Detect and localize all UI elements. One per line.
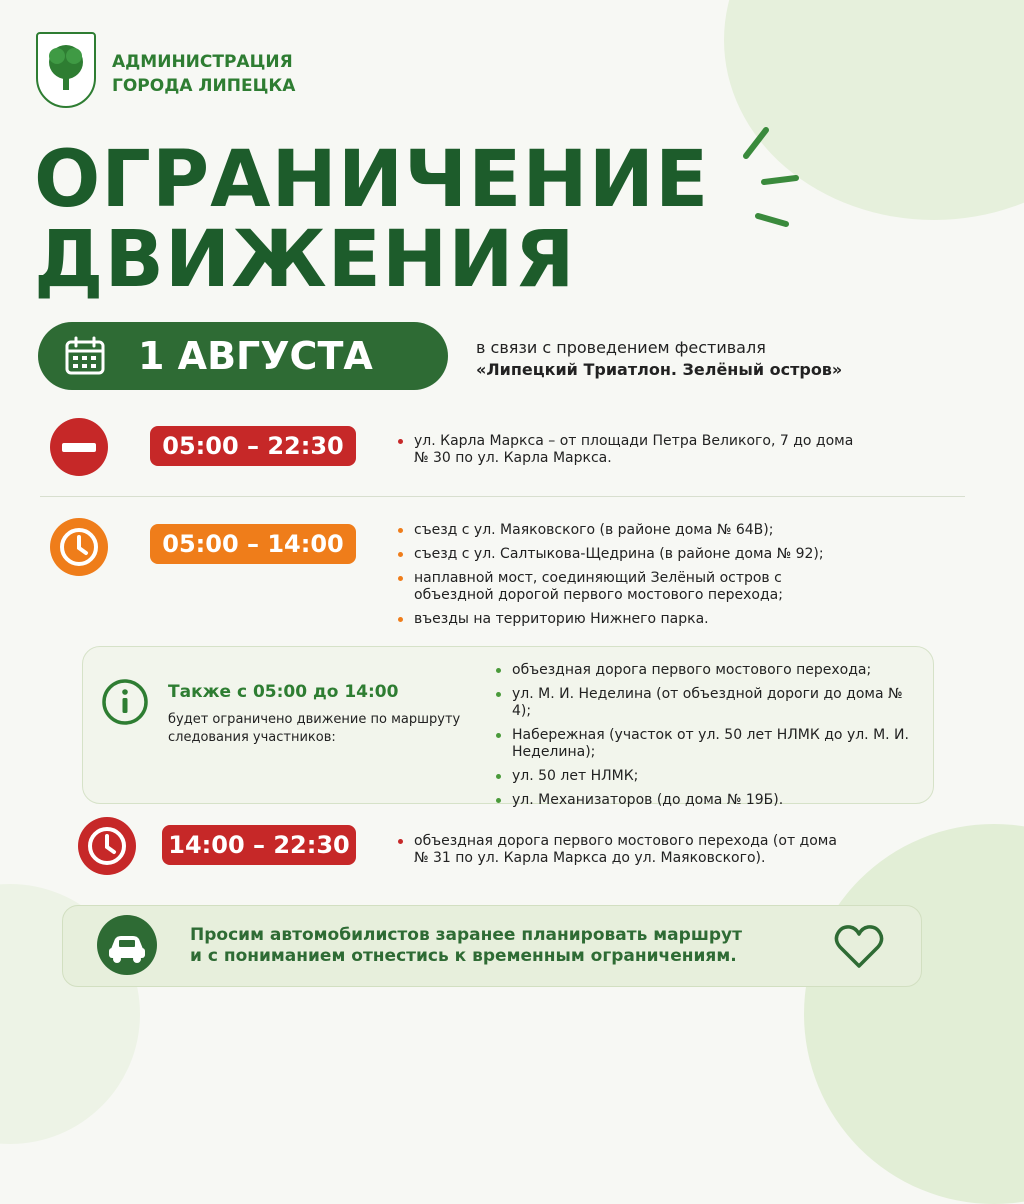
clock-icon-orange bbox=[50, 518, 108, 576]
notice-text bbox=[190, 925, 742, 967]
org-line-1: АДМИНИСТРАЦИЯ bbox=[112, 52, 293, 72]
notice-line-1: Просим автомобилистов заранее планировать маршрут bbox=[190, 925, 742, 945]
info-list bbox=[490, 662, 920, 816]
no-entry-icon bbox=[50, 418, 108, 476]
page-title bbox=[34, 135, 710, 305]
tree-icon bbox=[38, 34, 94, 106]
info-title: Также с 05:00 до 14:00 bbox=[168, 682, 399, 702]
list-item: съезд с ул. Салтыкова-Щедрина (в районе дома № 92); bbox=[392, 546, 862, 563]
organization-name bbox=[112, 50, 295, 98]
list-item: ул. 50 лет НЛМК; bbox=[490, 768, 920, 785]
section2-list bbox=[392, 522, 862, 635]
date-badge bbox=[38, 322, 448, 390]
list-item: Набережная (участок от ул. 50 лет НЛМК до ул. М. И. Неделина); bbox=[490, 727, 920, 761]
event-reason bbox=[476, 337, 842, 381]
reason-line-1: в связи с проведением фестиваля bbox=[476, 338, 766, 357]
accent-strokes-icon bbox=[740, 120, 810, 230]
org-line-2: ГОРОДА ЛИПЕЦКА bbox=[112, 76, 296, 96]
title-line-1: ОГРАНИЧЕНИЕ bbox=[34, 135, 710, 225]
title-line-2: ДВИЖЕНИЯ bbox=[34, 215, 576, 305]
list-item: наплавной мост, соединяющий Зелёный остров с объездной дорогой первого мостового перехода; bbox=[392, 570, 862, 604]
info-subtitle: будет ограничено движение по маршруту следования участников: bbox=[168, 712, 461, 745]
divider bbox=[40, 496, 965, 497]
list-item: объездная дорога первого мостового перехода (от дома № 31 по ул. Карла Маркса до ул. Маяковского). bbox=[392, 833, 852, 867]
time-badge-3: 14:00 – 22:30 bbox=[162, 825, 356, 865]
list-item: объездная дорога первого мостового перехода; bbox=[490, 662, 920, 679]
background-blob-bottom-right bbox=[804, 824, 1024, 1204]
heart-icon bbox=[832, 922, 886, 970]
list-item: съезд с ул. Маяковского (в районе дома № 64В); bbox=[392, 522, 862, 539]
list-item: ул. Карла Маркса – от площади Петра Великого, 7 до дома № 30 по ул. Карла Маркса. bbox=[392, 433, 862, 467]
calendar-icon bbox=[64, 336, 106, 376]
section1-list bbox=[392, 433, 862, 474]
info-icon bbox=[100, 677, 150, 727]
time-badge-1: 05:00 – 22:30 bbox=[150, 426, 356, 466]
list-item: ул. Механизаторов (до дома № 19Б). bbox=[490, 792, 920, 809]
reason-line-2: «Липецкий Триатлон. Зелёный остров» bbox=[476, 360, 843, 379]
notice-line-2: и с пониманием отнестись к временным ограничениям. bbox=[190, 946, 737, 966]
time-badge-2: 05:00 – 14:00 bbox=[150, 524, 356, 564]
date-text: 1 АВГУСТА bbox=[138, 334, 373, 378]
clock-icon-red bbox=[78, 817, 136, 875]
car-icon bbox=[97, 915, 157, 975]
list-item: ул. М. И. Неделина (от объездной дороги до дома № 4); bbox=[490, 686, 920, 720]
list-item: въезды на территорию Нижнего парка. bbox=[392, 611, 862, 628]
city-emblem bbox=[36, 32, 96, 108]
section3-list bbox=[392, 833, 852, 874]
